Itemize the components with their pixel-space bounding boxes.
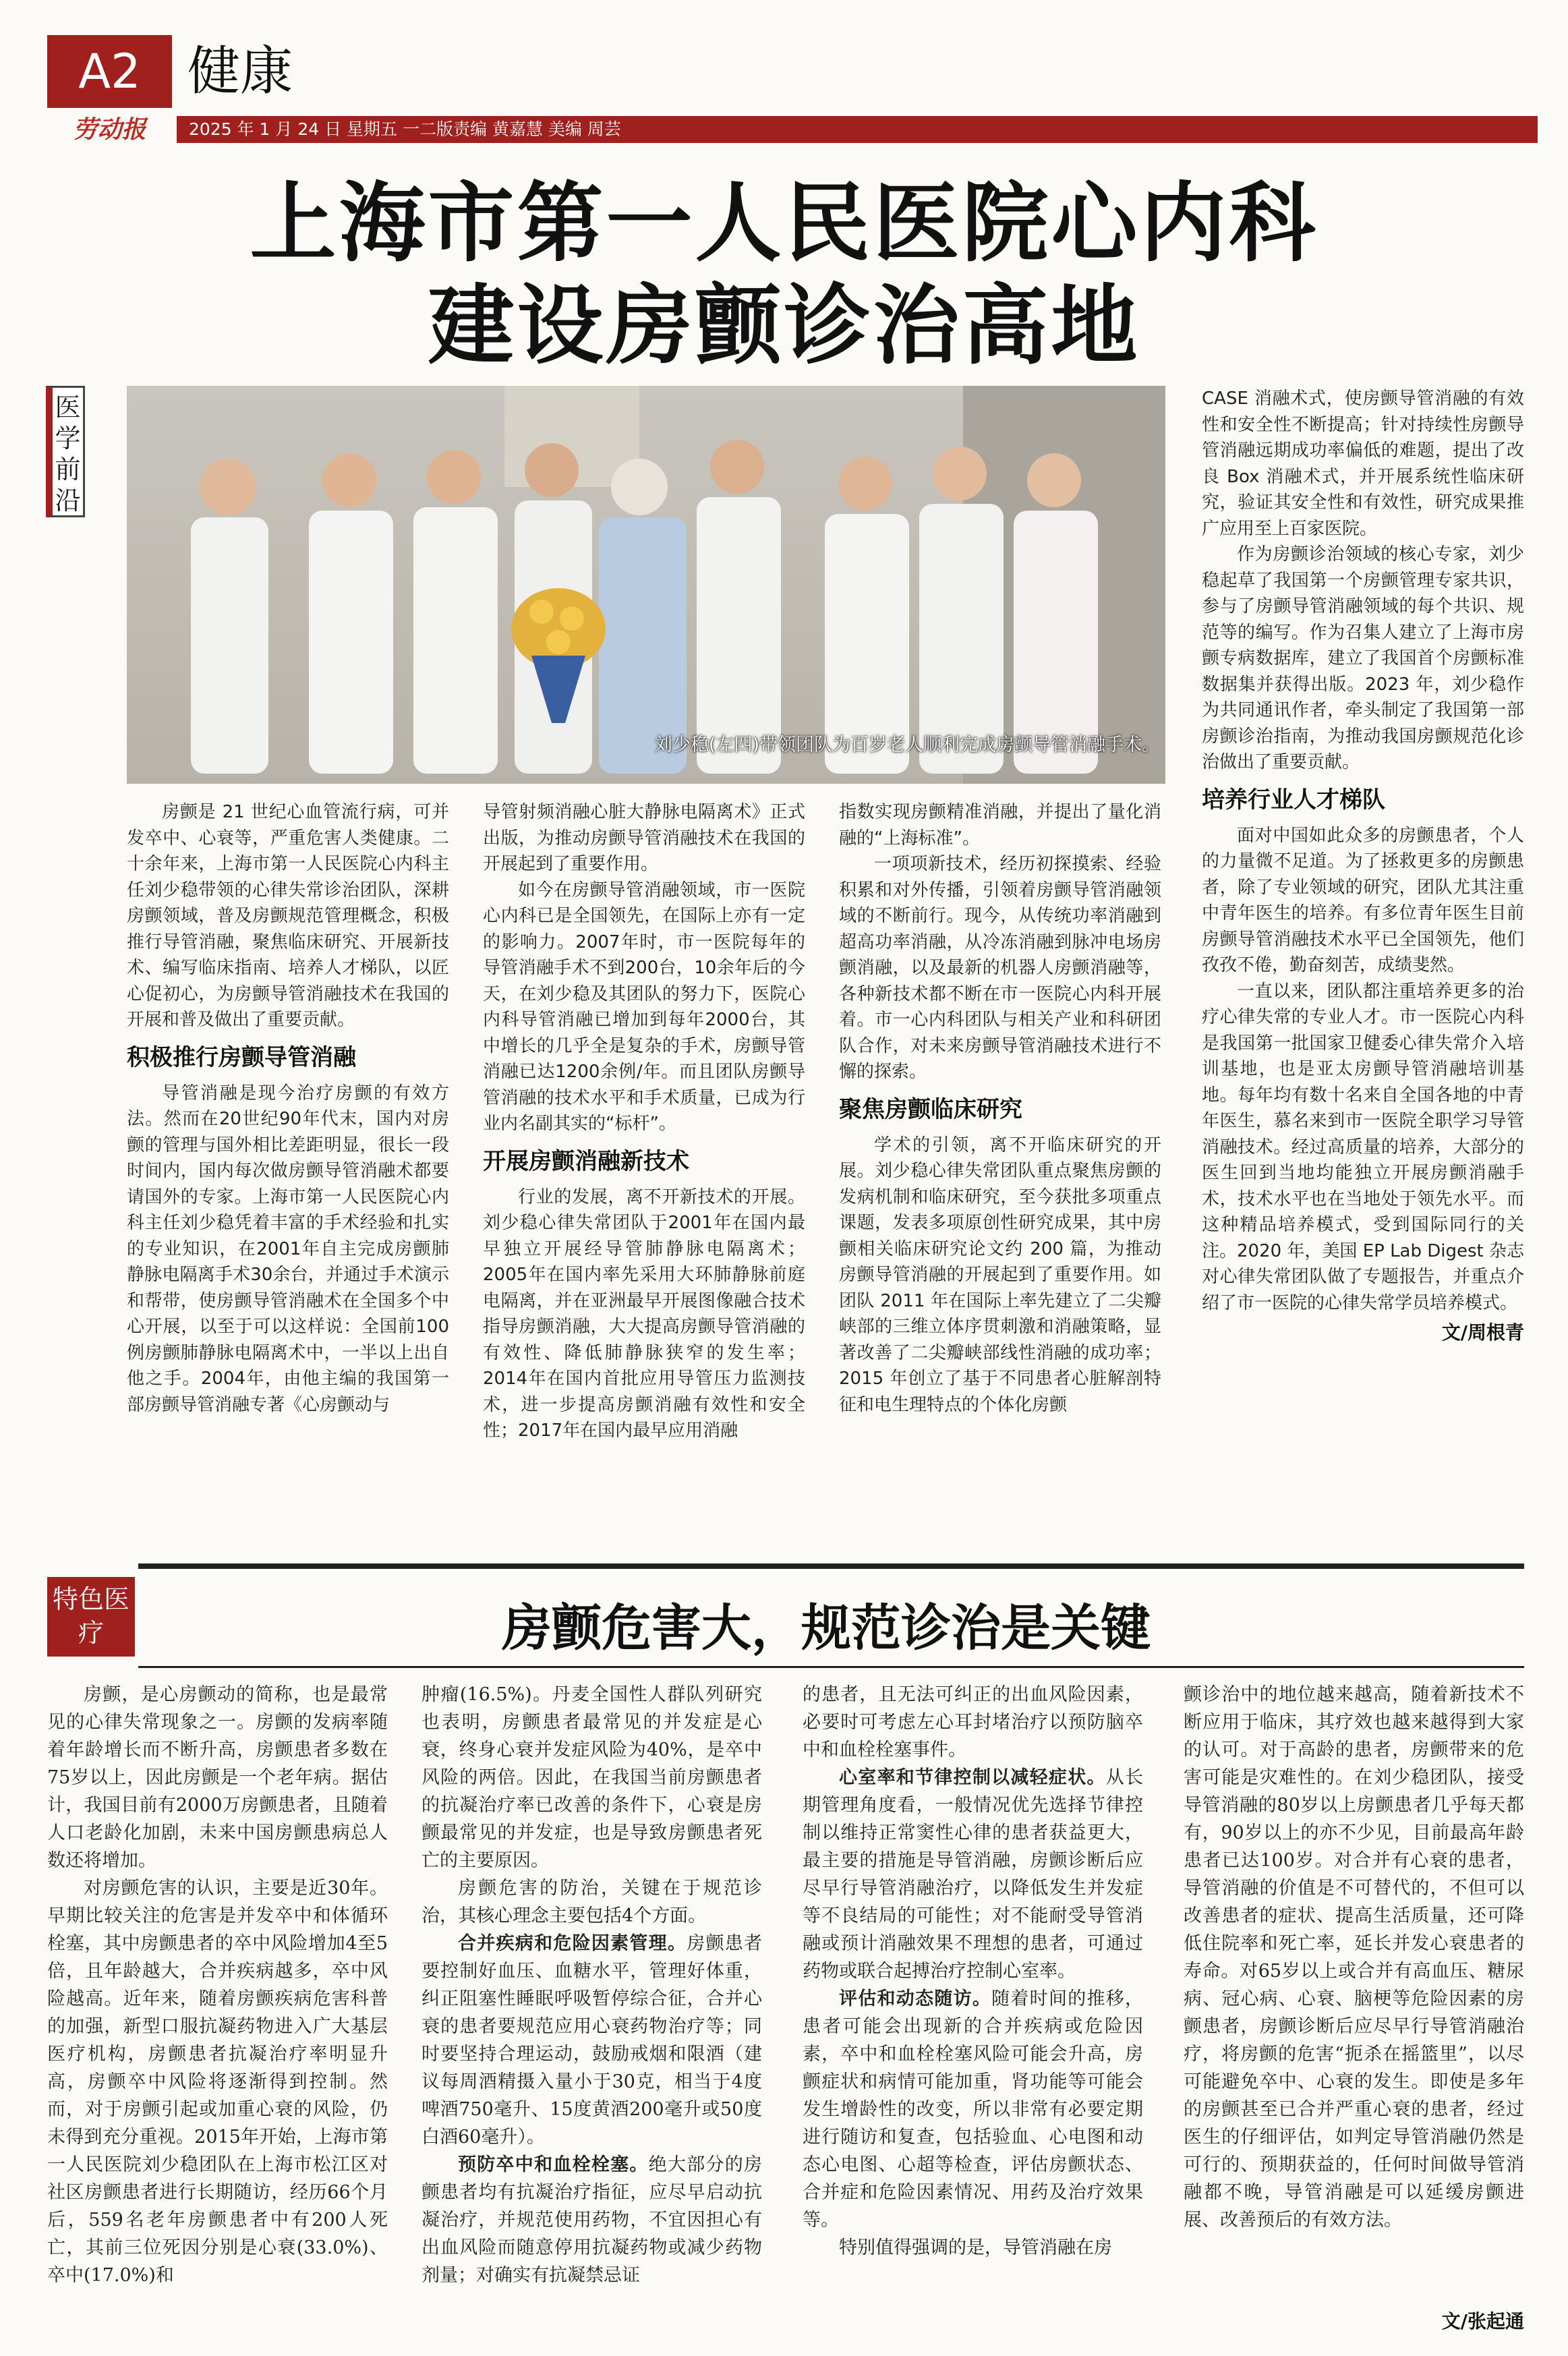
second-byline: 文/张起通 [1441,2310,1524,2332]
col3-p3: 学术的引领，离不开临床研究的开展。刘少稳心律失常团队重点聚焦房颤的发病机制和临床研究，至今获批多项重点课题，发表多项原创性研究成果，其中房颤相关临床研究论文约 200 篇，为推动房颤导管消融的开展起到了重要作用。如团队 2011 年在国际上率先建立了二尖瓣峡部的三维立体序贯刺激和消融策略，显著改善了二尖瓣峡部线性消融的成功率；2015 年创立了基于不同患者心脏解剖特征和电生理特点的个体化房颤 [839,1134,1161,1415]
c2-p4: 绝大部分的房颤患者均有抗凝治疗指征，应尽早启动抗凝治疗，并规范使用药物，不宜因担心有出血风险而随意停用抗凝药物或减少药物剂量；对确实有抗凝禁忌证 [422,2154,763,2286]
c1-p1: 房颤，是心房颤动的简称，也是最常见的心律失常现象之一。房颤的发病率随着年龄增长而不断升高，房颤患者多数在75岁以上，因此房颤是一个老年病。据估计，我国目前有2000万房颤患者，且随着人口老龄化加剧，未来中国房颤患病总人数还将增加。 [47,1684,388,1871]
headline-line2: 建设房颤诊治高地 [428,275,1140,376]
c3-p1: 的患者，且无法可纠正的出血风险因素，必要时可考虑左心耳封堵治疗以预防脑卒中和血栓栓塞事件。 [803,1684,1143,1760]
page-number: A2 [47,35,172,108]
column-label: 医学前沿 [46,386,85,517]
second-column-4 [1184,1681,1524,2234]
right-p0: CASE 消融术式，使房颤导管消融的有效性和安全性不断提高；针对持续性房颤导管消融远期成功率偏低的难题，提出了改良 Box 消融术式，并开展系统性临床研究，验证其安全性和有效性，研究成果推广应用至上百家医院。 [1202,389,1524,539]
col1-p1: 房颤是 21 世纪心血管流行病，可并发卒中、心衰等，严重危害人类健康。二十余年来，上海市第一人民医院心内科主任刘少稳带领的心律失常诊治团队，深耕房颤领域，普及房颤规范管理概念，积极推行导管消融，聚焦临床研究、开展新技术、编写临床指南、培养人才梯队，以匠心促初心，为房颤导管消融技术在我国的开展和普及做出了重要贡献。 [127,802,449,1030]
section-divider [138,1563,1524,1569]
c3-p3: 随着时间的推移，患者可能会出现新的合并疾病或危险因素，卒中和血栓栓塞风险可能会升高，房颤症状和病情可能加重，肾功能等可能会发生增龄性的改变，所以非常有必要定期进行随访和复查，包括验血、心电图和动态心电图、心超等检查，评估房颤状态、合并症和危险因素情况、用药及治疗效果等。 [803,1988,1144,2231]
right-p0b: 作为房颤诊治领域的核心专家，刘少稳起草了我国第一个房颤管理专家共识，参与了房颤导管消融领域的每个共识、规范等的编写。作为召集人建立了上海市房颤专病数据库，建立了我国首个房颤标准数据集并获得出版。2023 年，刘少稳作为共同通讯作者，牵头制定了我国第一部房颤诊治指南，为推动我国房颤规范化诊治做出了重要贡献。 [1202,544,1524,772]
c2-p1: 肿瘤(16.5%)。丹麦全国性人群队列研究也表明，房颤患者最常见的并发症是心衰，终身心衰并发症风险为40%，是卒中风险的两倍。因此，在我国当前房颤患者的抗凝治疗率已改善的条件下，心衰是房颤最常见的并发症，也是导致房颤患者死亡的主要原因。 [422,1684,762,1871]
group-photo-doctors-icon [127,386,1165,784]
c3-lead2: 评估和动态随访。 [839,1988,992,2009]
col2-heading: 开展房颤消融新技术 [483,1147,689,1175]
col2-p2: 如今在房颤导管消融领域，市一医院心内科已是全国领先，在国际上亦有一定的影响力。2007年时，市一医院每年的导管消融手术不到200台，10余年后的今天，在刘少稳及其团队的努力下，医院心内科导管消融已增加到每年2000台，其中增长的几乎全是复杂的手术，房颤导管消融已达1200余例/年。而且团队房颤导管消融的技术水平和手术质量，已成为行业内名副其实的“标杆”。 [483,880,805,1134]
feature-tag: 特色医疗 [47,1577,135,1657]
right-p1: 面对中国如此众多的房颤患者，个人的力量微不足道。为了拯救更多的房颤患者，除了专业领域的研究，团队尤其注重中青年医生的培养。有多位青年医生目前房颤导管消融技术水平已全国领先，他们孜孜不倦，勤奋刻苦，成绩斐然。 [1202,825,1524,975]
main-column-1 [127,799,449,1418]
second-column-2 [422,1681,762,2289]
c2-p2: 房颤危害的防治，关键在于规范诊治，其核心理念主要包括4个方面。 [422,1878,762,1926]
dateline-bar: 2025 年 1 月 24 日 星期五 一二版责编 黄嘉慧 美编 周芸 [177,116,1538,143]
col3-heading: 聚焦房颤临床研究 [839,1095,1022,1123]
headline-line1: 上海市第一人民医院心内科 [250,173,1318,274]
col2-p3: 行业的发展，离不开新技术的开展。刘少稳心律失常团队于2001年在国内最早独立开展经导管肺静脉电隔离术；2005年在国内率先采用大环肺静脉前庭电隔离，并在亚洲最早开展图像融合技术指导房颤消融，大大提高房颤导管消融的有效性、降低肺静脉狭窄的发生率；2014年在国内首批应用导管压力监测技术，进一步提高房颤消融有效性和安全性；2017年在国内最早应用消融 [483,1186,805,1441]
right-byline: 文/周根青 [1441,1321,1524,1344]
second-headline: 房颤危害大，规范诊治是关键 [502,1599,1151,1657]
main-column-3 [839,799,1161,1418]
c3-lead1: 心室率和节律控制以减轻症状。 [839,1767,1106,1788]
right-column [1202,386,1524,1346]
col2-p1: 导管射频消融心脏大静脉电隔离术》正式出版，为推动房颤导管消融技术在我国的开展起到了重要作用。 [483,802,805,874]
c4-p1: 颤诊治中的地位越来越高，随着新技术不断应用于临床，其疗效也越来越得到大家的认可。对于高龄的患者，房颤带来的危害可能是灾难性的。在刘少稳团队，接受导管消融的80岁以上房颤患者几乎每天都有，90岁以上的亦不少见，目前最高年龄患者已达100岁。对合并有心衰的患者，导管消融的价值是不可替代的，不但可以改善患者的症状、提高生活质量，还可降低住院率和死亡率，延长并发心衰患者的寿命。对65岁以上或合并有高血压、糖尿病、冠心病、心衰、脑梗等危险因素的房颤患者，房颤诊断后应尽早行导管消融治疗，将房颤的危害“扼杀在摇篮里”，以尽可能避免卒中、心衰的发生。即使是多年的房颤甚至已合并严重心衰的患者，经过医生的仔细评估，如判定导管消融仍然是可行的、预期获益的，任何时间做导管消融都不晚，导管消融是可以延缓房颤进展、改善预后的有效方法。 [1184,1684,1524,2231]
main-column-2 [483,799,805,1444]
photo-caption: 刘少稳(左四)带领团队为百岁老人顺利完成房颤导管消融手术。 [654,735,1160,755]
col1-p2: 导管消融是现今治疗房颤的有效方法。然而在20世纪90年代末，国内对房颤的管理与国外相比差距明显，很长一段时间内，国内每次做房颤导管消融术都要请国外的专家。上海市第一人民医院心内科主任刘少稳凭着丰富的手术经验和扎实的专业知识，在2001年自主完成房颤肺静脉电隔离手术30余台，并通过手术演示和帮带，使房颤导管消融术在全国多个中心开展，以至于可以这样说：全国前100例房颤肺静脉电隔离术中，一半以上出自他之手。2004年，由他主编的我国第一部房颤导管消融专著《心房颤动与 [127,1083,449,1415]
c3-p2: 从长期管理角度看，一般情况优先选择节律控制以维持正常窦性心律的患者获益更大，最主要的措施是导管消融，房颤诊断后应尽早行导管消融治疗，以降低发生并发症等不良结局的可能性；对不能耐受导管消融或预计消融效果不理想的患者，可通过药物或联合起搏治疗控制心室率。 [803,1767,1144,1982]
section-name: 健康 [187,41,293,102]
right-p2: 一直以来，团队都注重培养更多的治疗心律失常的专业人才。市一医院心内科是我国第一批国家卫健委心律失常介入培训基地，也是亚太房颤导管消融培训基地。每年均有数十名来自全国各地的中青年医生，慕名来到市一医院全职学习导管消融技术。经过高质量的培养，大部分的医生回到当地均能独立开展房颤消融手术，技术水平也在当地处于领先水平。而这种精品培养模式，受到国际同行的关注。2020 年，美国 EP Lab Digest 杂志对心律失常团队做了专题报告，并重点介绍了市一医院的心律失常学员培养模式。 [1202,981,1525,1313]
article-photo [127,386,1165,784]
second-column-1 [47,1681,388,2289]
second-column-3 [803,1681,1143,2262]
c2-lead1: 合并疾病和危险因素管理。 [458,1933,687,1954]
masthead-logo: 劳动报 [73,115,146,144]
right-heading: 培养行业人才梯队 [1202,786,1385,813]
second-rule [138,1666,1524,1668]
c2-p3: 房颤患者要控制好血压、血糖水平，管理好体重，纠正阻塞性睡眠呼吸暂停综合征，合并心衰的患者要规范应用心衰药物治疗等；同时要坚持合理运动，鼓励戒烟和限酒（建议每周酒精摄入量小于30克，相当于4度啤酒750毫升、15度黄酒200毫升或50度白酒60毫升）。 [422,1933,763,2148]
col1-heading: 积极推行房颤导管消融 [127,1043,356,1071]
col3-p2: 一项项新技术，经历初探摸索、经验积累和对外传播，引领着房颤导管消融领域的不断前行。现今，从传统功率消融到超高功率消融，从冷冻消融到脉冲电场房颤消融，以及最新的机器人房颤消融等，各种新技术都不断在市一医院心内科开展着。市一心内科团队与相关产业和科研团队合作，对未来房颤导管消融技术进行不懈的探索。 [839,854,1161,1082]
c3-p4: 特别值得强调的是，导管消融在房 [839,2237,1112,2258]
col3-p1: 指数实现房颤精准消融，并提出了量化消融的“上海标准”。 [839,802,1161,849]
c1-p2: 对房颤危害的认识，主要是近30年。早期比较关注的危害是并发卒中和体循环栓塞，其中房颤患者的卒中风险增加4至5倍，且年龄越大，合并疾病越多，卒中风险越高。近年来，随着房颤疾病危害科普的加强，新型口服抗凝药物进入广大基层医疗机构，房颤患者抗凝治疗率明显升高，房颤卒中风险将逐渐得到控制。然而，对于房颤引起或加重心衰的风险，仍未得到充分重视。2015年开始，上海市第一人民医院刘少稳团队在上海市松江区对社区房颤患者进行长期随访，经历66个月后，559名老年房颤患者中有200人死亡，其前三位死因分别是心衰(33.0%)、卒中(17.0%)和 [47,1878,388,2286]
c2-lead2: 预防卒中和血栓栓塞。 [458,2154,649,2175]
